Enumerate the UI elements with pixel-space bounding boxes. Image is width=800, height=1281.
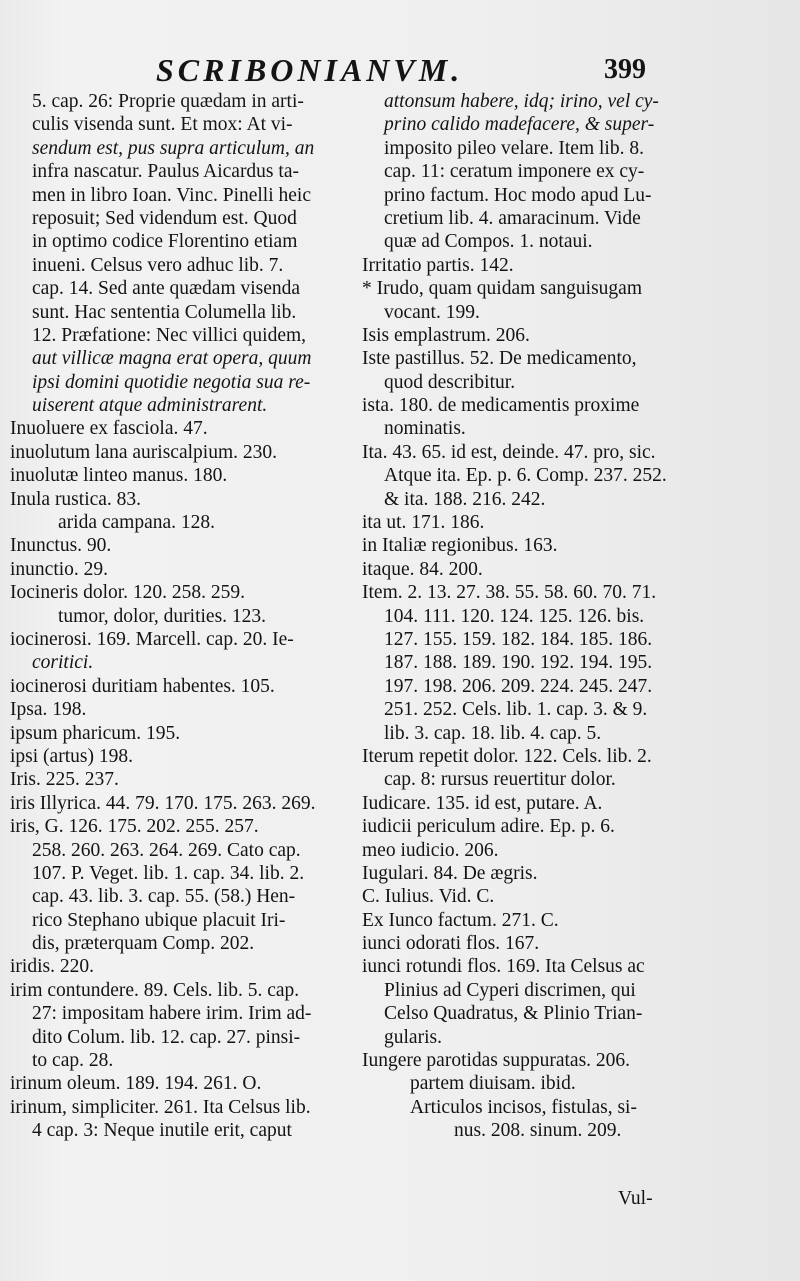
index-line: attonsum habere, idq; irino, vel cy-	[384, 91, 659, 112]
index-line: 5. cap. 26: Proprie quædam in arti-	[32, 91, 304, 112]
index-line: ipsi (artus) 198.	[10, 745, 133, 767]
index-line: in Italiæ regionibus. 163.	[362, 535, 558, 557]
index-line: coritici.	[32, 652, 94, 674]
index-line: meo iudicio. 206.	[362, 839, 499, 861]
index-line: 251. 252. Cels. lib. 1. cap. 3. & 9.	[384, 699, 648, 721]
index-line: Articulos incisos, fistulas, si-	[410, 1096, 637, 1118]
page-number: 399	[604, 54, 646, 85]
index-line: culis visenda sunt. Et mox: At vi-	[32, 114, 293, 136]
index-line: imposito pileo velare. Item lib. 8.	[384, 137, 644, 159]
running-title: SCRIBONIANVM.	[156, 52, 464, 88]
index-line: nominatis.	[384, 418, 466, 440]
index-line: cap. 14. Sed ante quædam visenda	[32, 278, 301, 300]
index-line: quod describitur.	[384, 371, 516, 393]
index-line: Iudicare. 135. id est, putare. A.	[362, 792, 603, 814]
index-line: irim contundere. 89. Cels. lib. 5. cap.	[10, 979, 300, 1001]
index-line: Irritatio partis. 142.	[362, 254, 514, 276]
index-line: nus. 208. sinum. 209.	[454, 1120, 622, 1142]
index-line: lib. 3. cap. 18. lib. 4. cap. 5.	[384, 722, 602, 744]
index-line: inuolutum lana auriscalpium. 230.	[10, 441, 277, 463]
index-line: 104. 111. 120. 124. 125. 126. bis.	[384, 605, 645, 627]
index-line: Inunctus. 90.	[10, 535, 112, 557]
index-line: irinum, simpliciter. 261. Ita Celsus lib.	[10, 1096, 311, 1118]
index-line: Iugulari. 84. De ægris.	[362, 862, 538, 884]
index-line: in optimo codice Florentino etiam	[32, 231, 298, 253]
index-line: sunt. Hac sententia Columella lib.	[32, 301, 297, 323]
index-line: iocinerosi. 169. Marcell. cap. 20. Ie-	[10, 628, 294, 650]
index-line: Inuoluere ex fasciola. 47.	[10, 418, 208, 440]
index-line: ipsi domini quotidie negotia sua re-	[32, 371, 311, 393]
index-line: partem diuisam. ibid.	[410, 1073, 576, 1095]
catchword: Vul-	[618, 1188, 653, 1209]
index-line: cap. 8: rursus reuertitur dolor.	[384, 769, 616, 791]
index-line: inuolutæ linteo manus. 180.	[10, 465, 228, 487]
index-line: * Irudo, quam quidam sanguisugam	[362, 278, 642, 300]
index-line: arida campana. 128.	[58, 512, 216, 534]
index-line: 107. P. Veget. lib. 1. cap. 34. lib. 2.	[32, 862, 305, 884]
index-column-right	[362, 90, 707, 1143]
index-line: Ex Iunco factum. 271. C.	[362, 909, 559, 931]
index-line: iris Illyrica. 44. 79. 170. 175. 263. 269.	[10, 792, 316, 814]
index-line: prino calido madefacere, & super-	[384, 114, 655, 136]
index-line: 4 cap. 3: Neque inutile erit, caput	[32, 1120, 292, 1142]
index-line: 12. Præfatione: Nec villici quidem,	[32, 324, 307, 346]
index-line: uiserent atque administrarent.	[32, 395, 268, 417]
index-line: cretium lib. 4. amaracinum. Vide	[384, 207, 641, 229]
index-line: Iterum repetit dolor. 122. Cels. lib. 2.	[362, 745, 652, 767]
index-line: C. Iulius. Vid. C.	[362, 886, 495, 908]
running-header	[0, 52, 800, 92]
index-line: Celso Quadratus, & Plinio Trian-	[384, 1003, 643, 1025]
index-line: iris, G. 126. 175. 202. 255. 257.	[10, 816, 259, 838]
index-line: dito Colum. lib. 12. cap. 27. pinsi-	[32, 1026, 301, 1048]
index-line: Item. 2. 13. 27. 38. 55. 58. 60. 70. 71.	[362, 582, 657, 604]
index-line: Iris. 225. 237.	[10, 769, 119, 791]
index-line: cap. 11: ceratum imponere ex cy-	[384, 161, 645, 183]
index-line: Iocineris dolor. 120. 258. 259.	[10, 582, 246, 604]
index-line: inueni. Celsus vero adhuc lib. 7.	[32, 254, 284, 276]
index-line: iridis. 220.	[10, 956, 94, 978]
index-line: reposuit; Sed videndum est. Quod	[32, 207, 297, 229]
index-line: irinum oleum. 189. 194. 261. O.	[10, 1073, 262, 1095]
index-line: 27: impositam habere irim. Irim ad-	[32, 1003, 312, 1025]
index-line: iocinerosi duritiam habentes. 105.	[10, 675, 275, 697]
index-line: rico Stephano ubique placuit Iri-	[32, 909, 286, 931]
index-line: vocant. 199.	[384, 301, 480, 323]
index-column-left	[10, 90, 355, 1143]
index-line: Atque ita. Ep. p. 6. Comp. 237. 252.	[384, 465, 667, 487]
index-line: to cap. 28.	[32, 1050, 114, 1072]
index-line: 187. 188. 189. 190. 192. 194. 195.	[384, 652, 653, 674]
index-line: Plinius ad Cyperi discrimen, qui	[384, 979, 636, 1001]
index-line: inunctio. 29.	[10, 558, 109, 580]
index-line: 258. 260. 263. 264. 269. Cato cap.	[32, 839, 301, 861]
index-line: ita ut. 171. 186.	[362, 512, 485, 534]
index-line: infra nascatur. Paulus Aicardus ta-	[32, 161, 299, 183]
index-line: tumor, dolor, durities. 123.	[58, 605, 267, 627]
index-line: aut villicæ magna erat opera, quum	[32, 348, 312, 370]
index-line: Iste pastillus. 52. De medicamento,	[362, 348, 637, 370]
index-line: prino factum. Hoc modo apud Lu-	[384, 184, 652, 206]
index-line: itaque. 84. 200.	[362, 558, 483, 580]
index-line: Ita. 43. 65. id est, deinde. 47. pro, sic.	[362, 441, 656, 463]
index-line: iunci odorati flos. 167.	[362, 933, 540, 955]
index-line: Inula rustica. 83.	[10, 488, 142, 510]
index-line: sendum est, pus supra articulum, an	[32, 137, 315, 159]
index-line: ipsum pharicum. 195.	[10, 722, 181, 744]
index-line: dis, præterquam Comp. 202.	[32, 933, 255, 955]
index-line: iudicii periculum adire. Ep. p. 6.	[362, 816, 615, 838]
index-line: Ipsa. 198.	[10, 699, 87, 721]
index-line: Isis emplastrum. 206.	[362, 324, 530, 346]
index-line: men in libro Ioan. Vinc. Pinelli heic	[32, 184, 311, 206]
index-line: ista. 180. de medicamentis proxime	[362, 395, 640, 417]
index-line: iunci rotundi flos. 169. Ita Celsus ac	[362, 956, 645, 978]
index-line: & ita. 188. 216. 242.	[384, 488, 546, 510]
index-line: gularis.	[384, 1026, 442, 1048]
index-line: quæ ad Compos. 1. notaui.	[384, 231, 593, 253]
index-line: 197. 198. 206. 209. 224. 245. 247.	[384, 675, 653, 697]
index-line: cap. 43. lib. 3. cap. 55. (58.) Hen-	[32, 886, 296, 908]
index-line: Iungere parotidas suppuratas. 206.	[362, 1050, 631, 1072]
index-line: 127. 155. 159. 182. 184. 185. 186.	[384, 628, 653, 650]
